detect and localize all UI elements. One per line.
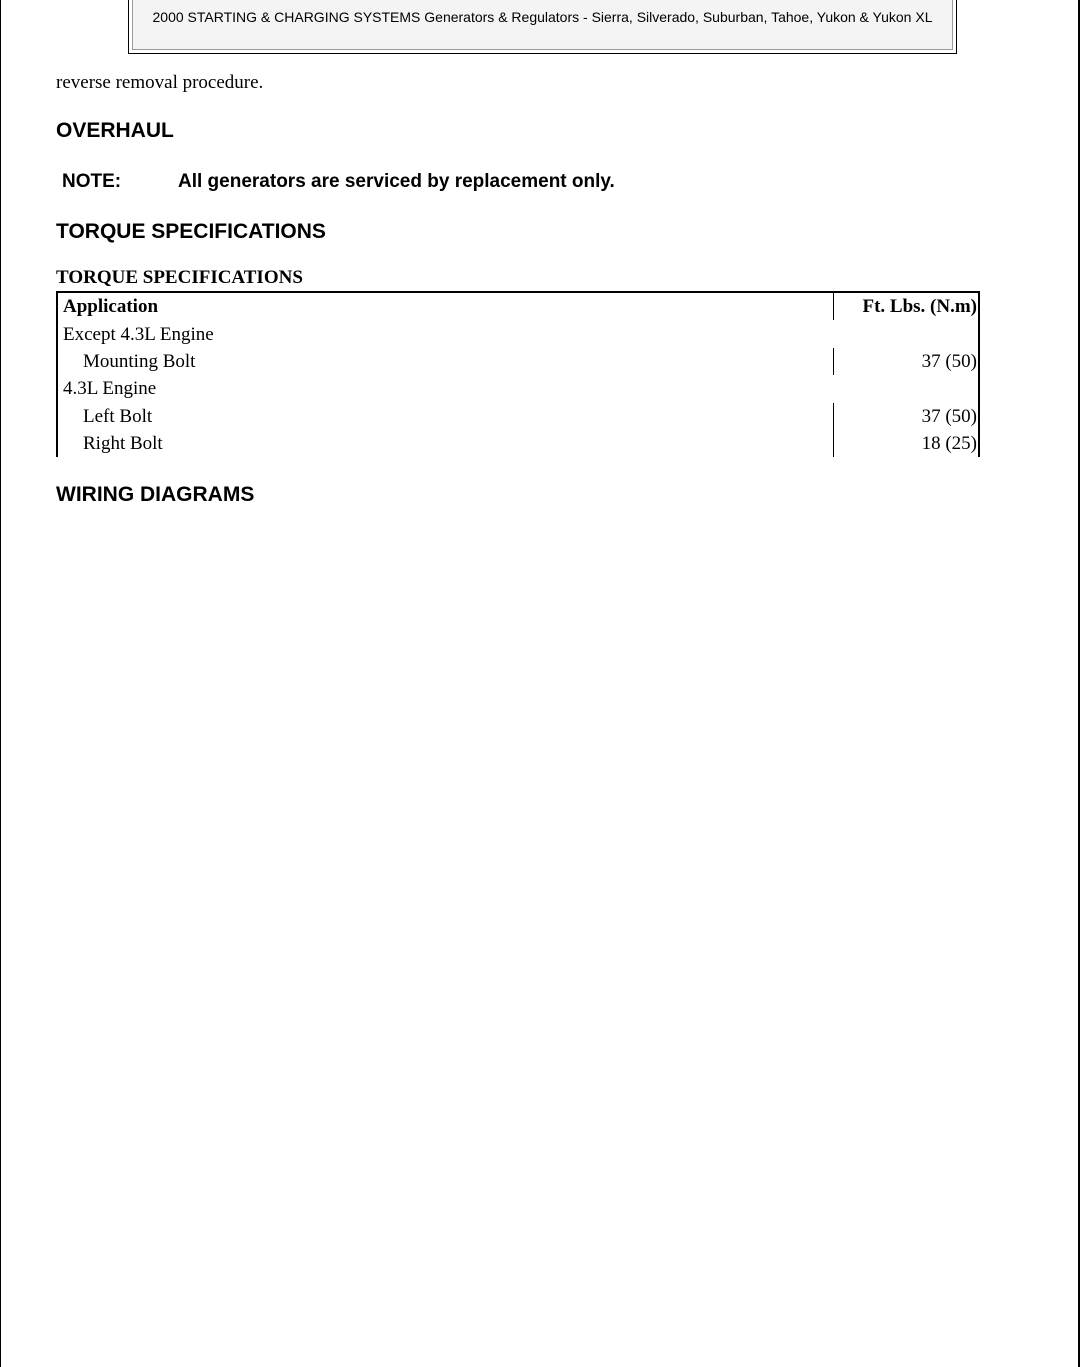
table-row [57, 430, 979, 457]
intro-text: reverse removal procedure. [56, 72, 264, 93]
section-heading-overhaul: OVERHAUL [56, 119, 174, 142]
table-cell-application: Except 4.3L Engine [63, 323, 214, 345]
column-header-application: Application [63, 296, 159, 318]
torque-spec-table [56, 291, 980, 457]
document-header-panel [132, 0, 953, 50]
table-cell-application: Left Bolt [83, 405, 153, 427]
table-row [57, 403, 979, 430]
table-cell-value: 18 (25) [834, 430, 980, 457]
table-cell-value: 37 (50) [834, 403, 980, 430]
table-cell-value [834, 375, 980, 402]
section-heading-wiring: WIRING DIAGRAMS [56, 483, 255, 506]
note-text: All generators are serviced by replacement only. [178, 171, 615, 192]
table-row [57, 320, 979, 347]
note [62, 169, 615, 195]
document-header [128, 0, 957, 54]
table-caption: TORQUE SPECIFICATIONS [56, 267, 303, 288]
table-cell-application: Right Bolt [83, 433, 163, 455]
table-cell-application: 4.3L Engine [63, 378, 157, 400]
section-heading-torque: TORQUE SPECIFICATIONS [56, 220, 326, 243]
table-cell-value [834, 320, 980, 347]
table-cell-value: 37 (50) [834, 348, 980, 375]
table-row [57, 348, 979, 375]
table-row [57, 375, 979, 402]
note-label: NOTE: [62, 171, 122, 192]
table-header-row [57, 292, 979, 320]
document-title: 2000 STARTING & CHARGING SYSTEMS Generators & Regulators - Sierra, Silverado, Suburban, Tahoe, Yukon & Yukon XL [152, 9, 933, 25]
column-header-value: Ft. Lbs. (N.m) [834, 292, 980, 320]
table-cell-application: Mounting Bolt [83, 350, 196, 372]
